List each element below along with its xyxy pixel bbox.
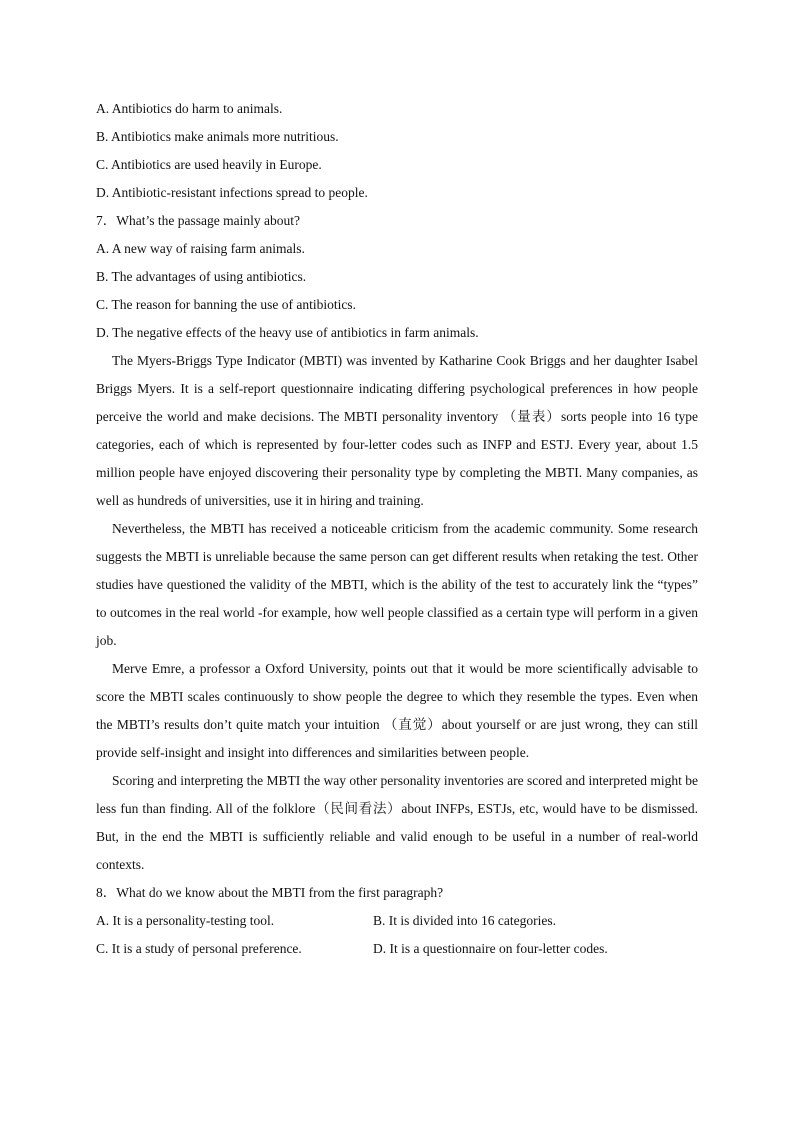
q8-option-b: B. It is divided into 16 categories. [373, 913, 556, 928]
passage-paragraph-2: Nevertheless, the MBTI has received a noticeable criticism from the academic community. Some research suggests the MBTI is unreliable because the same person can get different results when retaking the test. Other studies have questioned the validity of the MBTI, which is the ability of the test to accurately link the “types” to outcomes in the real world -for example, how well people classified as a certain type will perform in a given job. [96, 521, 698, 648]
question-7 [96, 207, 698, 347]
q8-option-a: A. It is a personality-testing tool. [96, 913, 275, 928]
q6-option-d: D. Antibiotic-resistant infections spread to people. [96, 185, 368, 200]
passage-paragraph-1: The Myers-Briggs Type Indicator (MBTI) was invented by Katharine Cook Briggs and her daughter Isabel Briggs Myers. It is a self-report questionnaire indicating differing psychological preferences in how people perceive the world and make decisions. The MBTI personality inventory （量表）sorts people into 16 type categories, each of which is represented by four-letter codes such as INFP and ESTJ. Every year, about 1.5 million people have enjoyed discovering their personality type by completing the MBTI. Many companies, as well as hundreds of universities, use it in hiring and training. [96, 353, 698, 508]
passage-paragraph-3: Merve Emre, a professor a Oxford University, points out that it would be more scientifically advisable to score the MBTI scales continuously to show people the degree to which they resemble the types. Even when the MBTI’s results don’t quite match your intuition （直觉）about yourself or are just wrong, they can still provide self-insight and insight into differences and similarities between people. [96, 661, 698, 760]
question-8 [96, 879, 698, 963]
passage-paragraph-4: Scoring and interpreting the MBTI the way other personality inventories are scored and interpreted might be less fun than finding. All of the folklore（民间看法）about INFPs, ESTJs, etc, would have to be dismissed. But, in the end the MBTI is sufficiently reliable and valid enough to be useful in a number of real-world contexts. [96, 773, 698, 872]
q6-option-b: B. Antibiotics make animals more nutritious. [96, 129, 339, 144]
q7-option-d: D. The negative effects of the heavy use of antibiotics in farm animals. [96, 325, 479, 340]
q6-option-a: A. Antibiotics do harm to animals. [96, 101, 283, 116]
q8-options-row-1 [96, 907, 698, 935]
q8-question: 8．What do we know about the MBTI from the first paragraph? [96, 885, 444, 900]
q7-option-b: B. The advantages of using antibiotics. [96, 269, 307, 284]
q7-question: 7．What’s the passage mainly about? [96, 213, 300, 228]
q8-option-c: C. It is a study of personal preference. [96, 941, 302, 956]
q6-options [96, 95, 698, 207]
q7-option-a: A. A new way of raising farm animals. [96, 241, 305, 256]
document-page [96, 95, 698, 963]
q8-option-d: D. It is a questionnaire on four-letter codes. [373, 941, 608, 956]
passage [96, 347, 698, 879]
q8-options-row-2 [96, 935, 698, 963]
q7-option-c: C. The reason for banning the use of antibiotics. [96, 297, 356, 312]
q6-option-c: C. Antibiotics are used heavily in Europe. [96, 157, 322, 172]
